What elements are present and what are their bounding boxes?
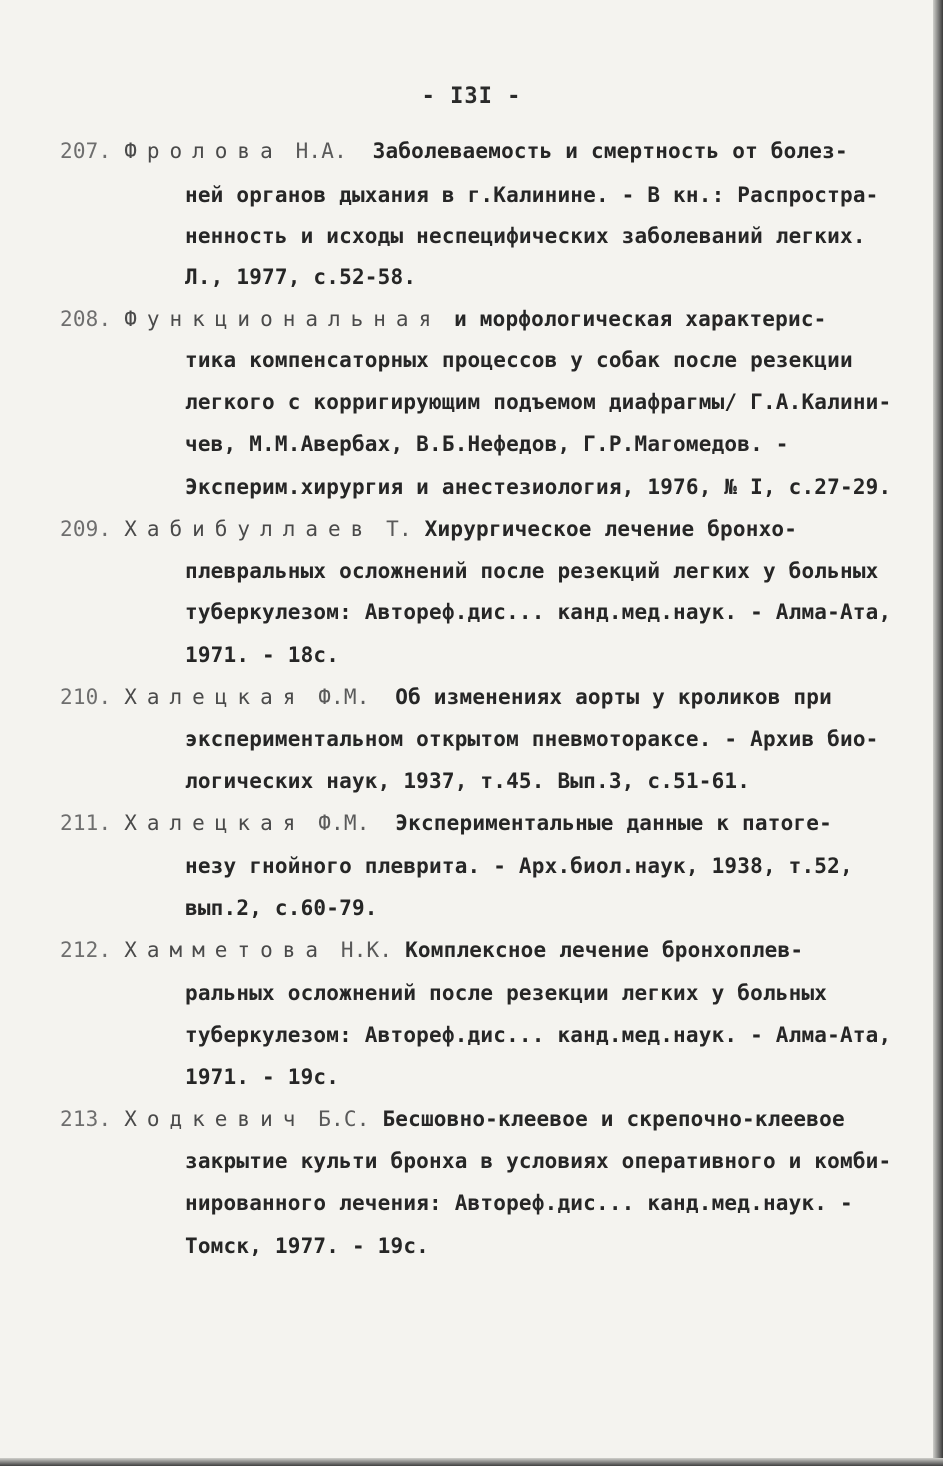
entry-initials: Ф.М. xyxy=(318,811,370,835)
entry-212-first-line xyxy=(60,937,803,963)
entry-initials: Н.А. xyxy=(295,139,347,163)
entry-initials: Н.К. xyxy=(340,938,393,962)
entry-title-start: Экспериментальные данные к патоге- xyxy=(395,811,832,835)
entry-211-line-3: вып.2, с.60-79. xyxy=(185,896,378,920)
entry-208-line-4: чев, М.М.Авербах, В.Б.Нефедов, Г.Р.Магомедов. - xyxy=(185,432,789,456)
entry-title-start: Заболеваемость и смертность от болез- xyxy=(372,139,848,163)
entry-author: Халецкая xyxy=(124,811,306,835)
entry-title-start: Бесшовно-клеевое и скрепочно-клеевое xyxy=(382,1107,845,1131)
entry-title-start: Комплексное лечение бронхоплев- xyxy=(405,938,804,962)
entry-207-line-3: ненность и исходы неспецифических заболеваний легких. xyxy=(185,224,866,248)
entry-208-line-5: Эксперим.хирургия и анестезиология, 1976, № I, с.27-29. xyxy=(185,475,892,499)
entry-number: 212. xyxy=(60,938,112,962)
entry-number: 213. xyxy=(60,1107,112,1131)
entry-207-line-2: ней органов дыхания в г.Калинине. - В кн.: Распростра- xyxy=(185,183,879,207)
entry-initials: Т. xyxy=(386,517,412,541)
entry-initials: Б.С. xyxy=(318,1107,370,1131)
entry-initials: Ф.М. xyxy=(318,685,370,709)
entry-212-line-3: туберкулезом: Автореф.дис... канд.мед.наук. - Алма-Ата, xyxy=(185,1023,892,1047)
entry-number: 211. xyxy=(60,811,112,835)
entry-number: 208. xyxy=(60,307,112,331)
entry-207-first-line xyxy=(60,138,848,164)
entry-208-first-line xyxy=(60,306,827,332)
entry-209-line-3: туберкулезом: Автореф.дис... канд.мед.наук. - Алма-Ата, xyxy=(185,600,892,624)
entry-number: 207. xyxy=(60,139,112,163)
entry-213-first-line xyxy=(60,1106,845,1132)
entry-208-line-2: тика компенсаторных процессов у собак после резекции xyxy=(185,348,853,372)
entry-213-line-4: Томск, 1977. - 19с. xyxy=(185,1234,430,1258)
entry-author: Функциональная xyxy=(124,307,442,331)
page-number: - I3I - xyxy=(421,84,522,109)
entry-number: 210. xyxy=(60,685,112,709)
entry-210-first-line xyxy=(60,684,832,710)
scan-edge-right xyxy=(933,0,943,1466)
entry-208-line-3: легкого с корригирующим подъемом диафрагмы/ Г.А.Калини- xyxy=(185,390,892,414)
entry-210-line-2: экспериментальном открытом пневмотораксе. - Архив био- xyxy=(185,727,879,751)
entry-author: Фролова xyxy=(124,139,283,163)
entry-213-line-2: закрытие культи бронха в условиях оперативного и комби- xyxy=(185,1149,892,1173)
entry-author: Хамметова xyxy=(124,938,329,962)
entry-number: 209. xyxy=(60,517,112,541)
entry-author: Хабибуллаев xyxy=(124,517,374,541)
entry-title-start: Хирургическое лечение бронхо- xyxy=(424,517,798,541)
entry-213-line-3: нированного лечения: Автореф.дис... канд.мед.наук. - xyxy=(185,1191,853,1215)
entry-209-first-line xyxy=(60,516,797,542)
entry-212-line-4: 1971. - 19с. xyxy=(185,1065,340,1089)
entry-211-first-line xyxy=(60,810,832,836)
entry-209-line-2: плевральных осложнений после резекций легких у больных xyxy=(185,559,879,583)
entry-title-start: и морфологическая характерис- xyxy=(454,307,827,331)
entry-author: Ходкевич xyxy=(124,1107,306,1131)
entry-211-line-2: незу гнойного плеврита. - Арх.биол.наук, 1938, т.52, xyxy=(185,854,853,878)
scan-edge-bottom xyxy=(0,1458,943,1466)
entry-author: Халецкая xyxy=(124,685,306,709)
entry-210-line-3: логических наук, 1937, т.45. Вып.3, с.51-61. xyxy=(185,769,751,793)
entry-title-start: Об изменениях аорты у кроликов при xyxy=(395,685,832,709)
entry-207-line-4: Л., 1977, с.52-58. xyxy=(185,265,417,289)
entry-212-line-2: ральных осложнений после резекции легких у больных xyxy=(185,981,828,1005)
entry-209-line-4: 1971. - 18с. xyxy=(185,643,340,667)
